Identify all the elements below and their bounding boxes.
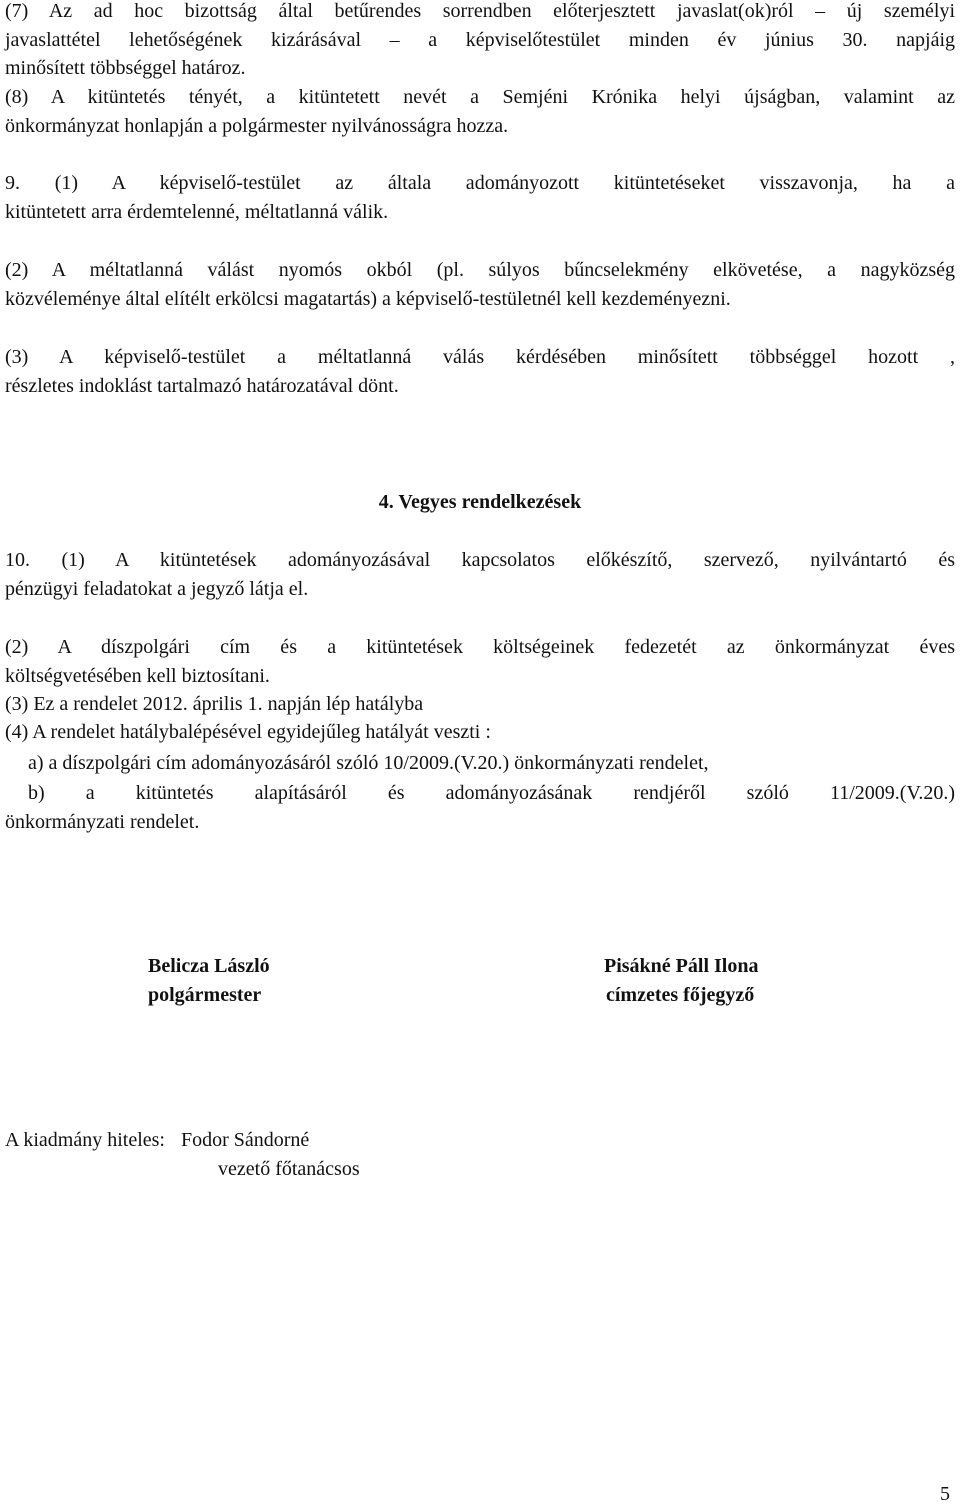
text-line: pénzügyi feladatokat a jegyző látja el. xyxy=(5,577,309,600)
text-line: (3) Ez a rendelet 2012. április 1. napján lép hatályba xyxy=(5,693,424,715)
certifier-name: Fodor Sándorné xyxy=(180,1129,310,1151)
text-line: 9. (1) A képviselő-testület az általa adományozott kitüntetéseket visszavonja, ha a xyxy=(5,172,955,194)
section-10-paragraph-4 xyxy=(5,718,955,747)
text-line: részletes indoklást tartalmazó határozatával dönt. xyxy=(5,374,399,397)
certification-line xyxy=(5,1126,955,1155)
text-line: önkormányzat honlapján a polgármester nyilvánosságra hozza. xyxy=(5,114,509,137)
certification-label: A kiadmány hiteles: xyxy=(5,1129,165,1151)
certifier-role: vezető főtanácsos xyxy=(218,1157,360,1180)
signatory-title: polgármester xyxy=(148,983,262,1006)
signature-mayor xyxy=(148,952,270,1009)
section-10-paragraph-2 xyxy=(5,633,955,690)
text-line: költségvetésében kell biztosítani. xyxy=(5,664,270,687)
text-line: minősített többséggel határoz. xyxy=(5,57,246,79)
repealed-item-a xyxy=(5,749,955,778)
section-10-paragraph-1 xyxy=(5,546,955,603)
text-line: (2) A díszpolgári cím és a kitüntetések költségeinek fedezetét az önkormányzat éves xyxy=(5,636,955,658)
text-line: önkormányzati rendelet. xyxy=(5,810,200,833)
section-9-paragraph-3 xyxy=(5,343,955,400)
section-9-paragraph-1 xyxy=(5,169,955,226)
text-line: b) a kitüntetés alapításáról és adományozásának rendjéről szóló 11/2009.(V.20.) xyxy=(28,782,955,804)
text-line: (4) A rendelet hatálybalépésével egyidejűleg hatályát veszti : xyxy=(5,721,491,743)
text-line: (2) A méltatlanná válást nyomós okból (pl. súlyos bűncselekmény elkövetése, a nagyközség xyxy=(5,259,955,281)
repealed-item-b xyxy=(5,779,955,836)
signatory-title: címzetes főjegyző xyxy=(606,983,755,1006)
document-page xyxy=(5,0,955,1509)
signatory-name: Pisákné Páll Ilona xyxy=(604,955,759,977)
section-10-paragraph-3 xyxy=(5,690,955,719)
text-line: (7) Az ad hoc bizottság által betűrendes sorrendben előterjesztett javaslat(ok)ról – új személyi xyxy=(5,0,955,22)
text-line: kitüntetett arra érdemtelenné, méltatlanná válik. xyxy=(5,200,389,223)
section-9-paragraph-2 xyxy=(5,256,955,313)
text-line: javaslattétel lehetőségének kizárásával – a képviselőtestület minden év június 30. napjáig xyxy=(5,28,955,51)
text-line: (8) A kitüntetés tényét, a kitüntetett nevét a Semjéni Krónika helyi újságban, valamint az xyxy=(5,86,955,108)
chapter-heading: 4. Vegyes rendelkezések xyxy=(378,491,582,513)
paragraph-8 xyxy=(5,83,955,140)
signatory-name: Belicza László xyxy=(148,955,270,977)
text-line: 10. (1) A kitüntetések adományozásával kapcsolatos előkészítő, szervező, nyilvántartó és xyxy=(5,549,955,571)
paragraph-7 xyxy=(5,0,955,83)
certification xyxy=(5,1126,955,1183)
signature-notary xyxy=(604,952,758,1009)
page-number: 5 xyxy=(940,1483,950,1505)
text-line: (3) A képviselő-testület a méltatlanná válás kérdésében minősített többséggel hozott , xyxy=(5,346,955,368)
text-line: a) a díszpolgári cím adományozásáról szóló 10/2009.(V.20.) önkormányzati rendelet, xyxy=(28,752,709,774)
text-line: közvéleménye által elítélt erkölcsi magatartás) a képviselő-testületnél kell kezdeményezni. xyxy=(5,287,731,310)
